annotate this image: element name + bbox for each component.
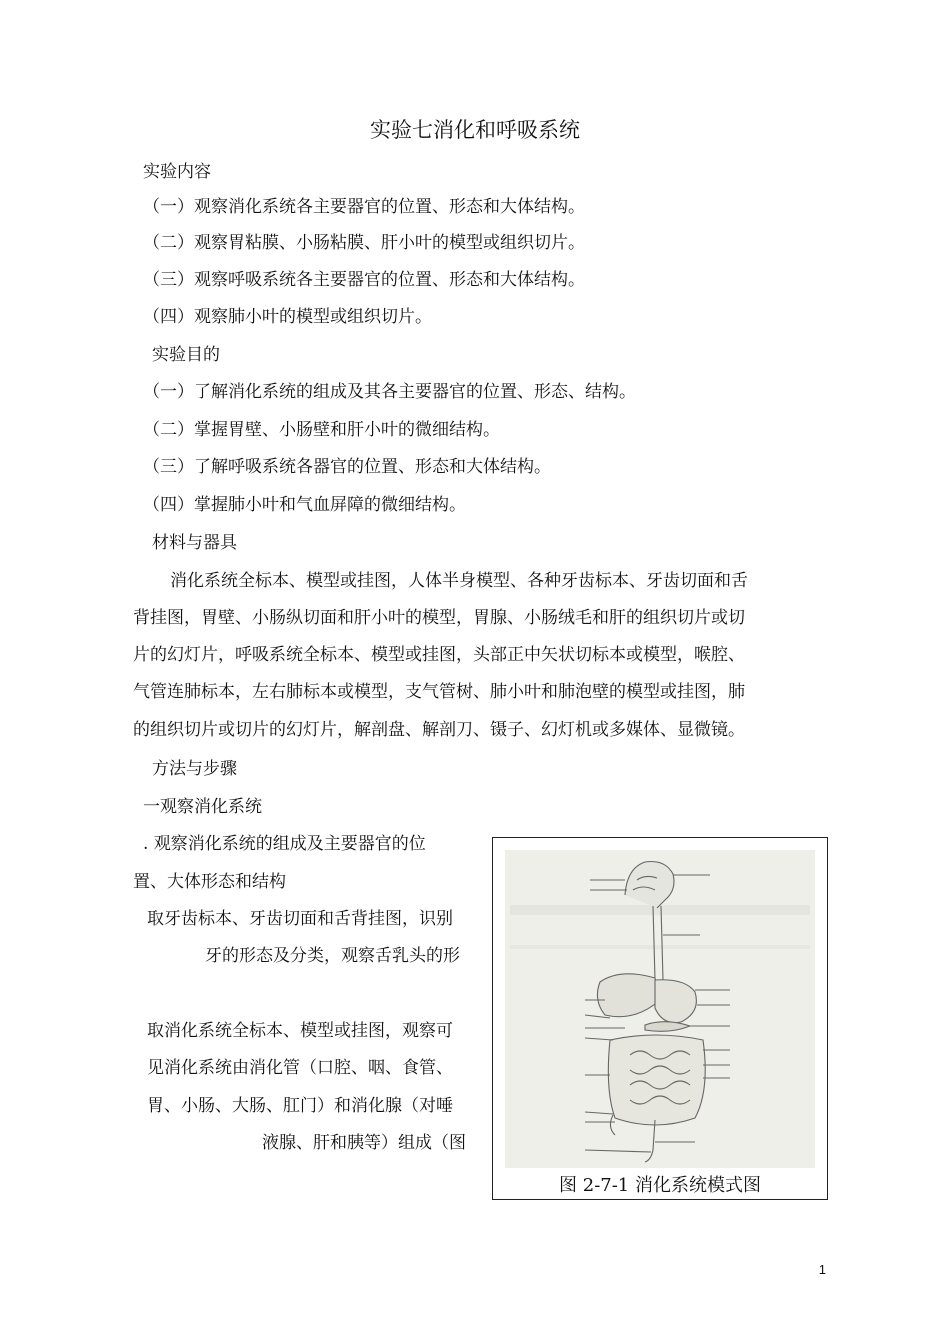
purpose-item-4: （四）掌握肺小叶和气血屏障的微细结构。 xyxy=(143,495,466,515)
method-line-4: 牙的形态及分类，观察舌乳头的形 xyxy=(205,946,460,966)
digestive-system-diagram xyxy=(505,850,815,1168)
method-line-3: 取牙齿标本、牙齿切面和舌背挂图，识别 xyxy=(147,909,453,929)
materials-line-2: 背挂图，胃壁、小肠纵切面和肝小叶的模型，胃腺、小肠绒毛和肝的组织切片或切 xyxy=(133,608,745,628)
section-heading-purpose: 实验目的 xyxy=(152,345,220,365)
materials-line-4: 气管连肺标本，左右肺标本或模型，支气管树、肺小叶和肺泡壁的模型或挂图，肺 xyxy=(133,682,745,702)
section-heading-methods: 方法与步骤 xyxy=(152,759,237,779)
content-item-2: （二）观察胃粘膜、小肠粘膜、肝小叶的模型或组织切片。 xyxy=(143,233,585,253)
section-heading-content: 实验内容 xyxy=(143,162,211,182)
materials-line-3: 片的幻灯片，呼吸系统全标本、模型或挂图，头部正中矢状切标本或模型，喉腔、 xyxy=(133,645,745,665)
content-item-4: （四）观察肺小叶的模型或组织切片。 xyxy=(143,307,432,327)
figure-digestive-system xyxy=(492,837,828,1200)
purpose-item-1: （一）了解消化系统的组成及其各主要器官的位置、形态、结构。 xyxy=(143,382,636,402)
page-number: 1 xyxy=(818,1262,826,1277)
subsection-heading: 一观察消化系统 xyxy=(143,797,262,817)
method-line-1: . 观察消化系统的组成及主要器官的位 xyxy=(143,834,426,854)
figure-caption: 图 2-7-1 消化系统模式图 xyxy=(559,1175,761,1196)
materials-line-5: 的组织切片或切片的幻灯片，解剖盘、解剖刀、镊子、幻灯机或多媒体、显微镜。 xyxy=(133,720,745,740)
section-heading-materials: 材料与器具 xyxy=(152,533,237,553)
method-line-6: 见消化系统由消化管（口腔、咽、食管、 xyxy=(147,1058,453,1078)
page-title: 实验七消化和呼吸系统 xyxy=(370,118,580,142)
purpose-item-2: （二）掌握胃壁、小肠壁和肝小叶的微细结构。 xyxy=(143,420,500,440)
method-line-7: 胃、小肠、大肠、肛门）和消化腺（对唾 xyxy=(147,1096,453,1116)
purpose-item-3: （三）了解呼吸系统各器官的位置、形态和大体结构。 xyxy=(143,457,551,477)
method-line-2: 置、大体形态和结构 xyxy=(133,872,286,892)
method-line-5: 取消化系统全标本、模型或挂图，观察可 xyxy=(147,1021,453,1041)
method-line-8: 液腺、肝和胰等）组成（图 xyxy=(262,1133,466,1153)
materials-line-1: 消化系统全标本、模型或挂图，人体半身模型、各种牙齿标本、牙齿切面和舌 xyxy=(170,571,748,591)
content-item-3: （三）观察呼吸系统各主要器官的位置、形态和大体结构。 xyxy=(143,270,585,290)
content-item-1: （一）观察消化系统各主要器官的位置、形态和大体结构。 xyxy=(143,197,585,217)
